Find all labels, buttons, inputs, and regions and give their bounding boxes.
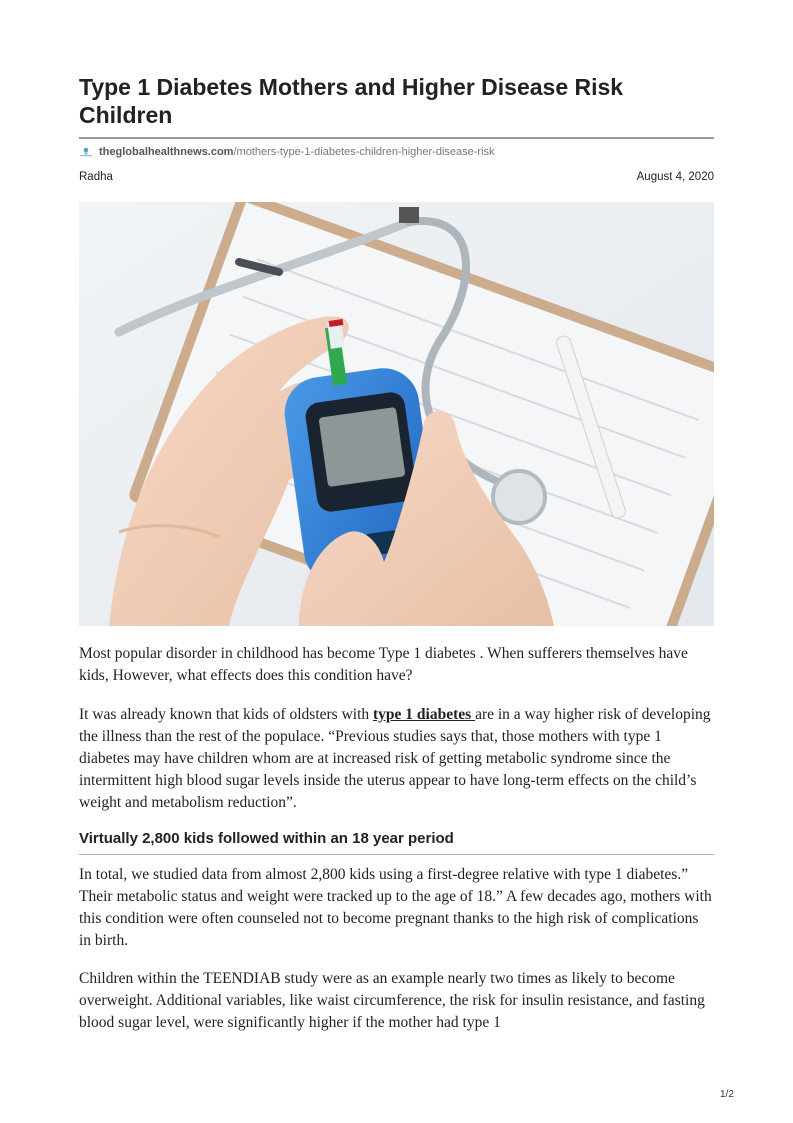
paragraph-background-end: are in a way higher risk of developing the illness than the rest of the populace. “Previous studies says that, those mothers with type 1 diabetes may have children whom are at increased risk of getting metabolic syndrome since the intermittent high blood sugar levels inside the uterus appear to have long-term effects on the child’s weight and metabolism reduction”. xyxy=(79,706,711,811)
article-title: Type 1 Diabetes Mothers and Higher Disease Risk Children xyxy=(79,74,624,128)
section-heading: Virtually 2,800 kids followed within an 18 year period xyxy=(79,830,454,847)
section-divider xyxy=(79,854,714,855)
page-number: 1/2 xyxy=(720,1089,734,1100)
paragraph-results: Children within the TEENDIAB study were as an example nearly two times as likely to become overweight. Additional variables, like waist circumference, the risk for insulin resistance, and fasting blood sugar level, were significantly higher if the mother had type 1 xyxy=(79,970,705,1031)
source-line[interactable] xyxy=(79,146,495,158)
article-author: Radha xyxy=(79,171,113,183)
source-path[interactable]: /mothers-type-1-diabetes-children-higher-disease-risk xyxy=(233,146,495,158)
title-divider xyxy=(79,137,714,139)
source-domain[interactable]: theglobalhealthnews.com xyxy=(99,146,234,158)
hero-image xyxy=(79,202,714,626)
paragraph-study: In total, we studied data from almost 2,800 kids using a first-degree relative with type 1 diabetes.” Their metabolic status and weight were tracked up to the age of 18.” A few decades ago, mothers with this condition were often counseled not to become pregnant thanks to the high risk of complications in birth. xyxy=(79,866,712,949)
paragraph-intro: Most popular disorder in childhood has become Type 1 diabetes . When sufferers themselves have kids, However, what effects does this condition have? xyxy=(79,645,688,684)
paragraph-background-start: It was already known that kids of oldsters with xyxy=(79,706,374,723)
type-1-diabetes-link[interactable]: type 1 diabetes xyxy=(373,706,476,723)
article-date: August 4, 2020 xyxy=(636,171,714,183)
paragraph-background xyxy=(79,704,714,814)
site-favicon-icon xyxy=(79,146,93,158)
